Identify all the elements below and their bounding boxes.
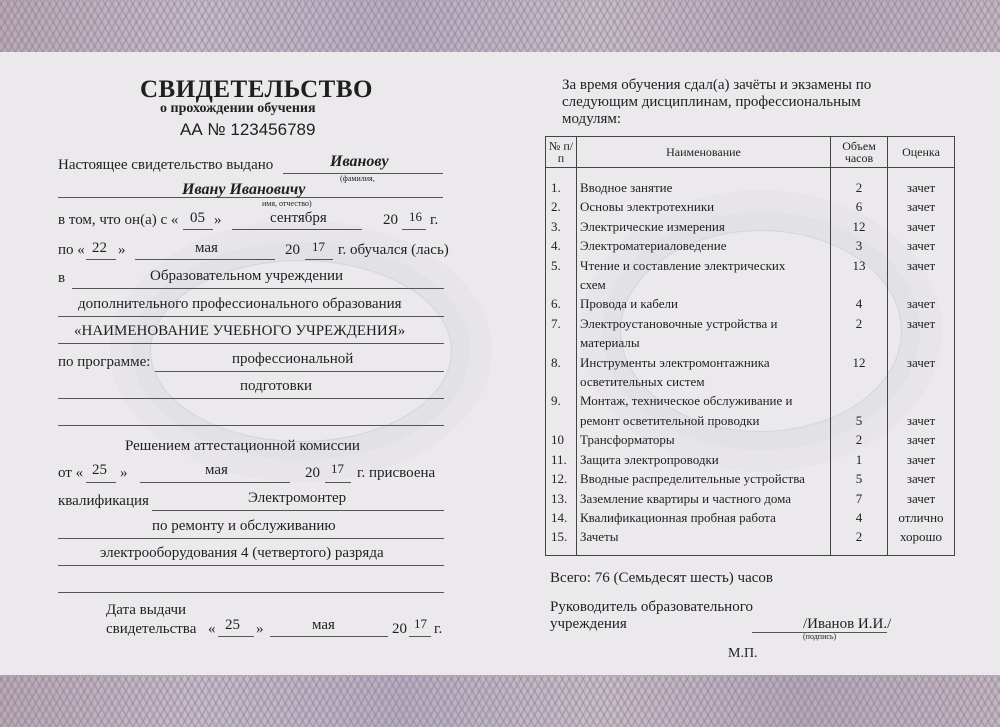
row-number: 11.	[546, 450, 577, 469]
row-hours: 1	[831, 450, 888, 469]
exams-intro-line-3: модулям:	[562, 111, 622, 127]
issue-day-line	[218, 636, 254, 637]
row-name-line: Квалификационная пробная работа	[580, 509, 776, 525]
exams-intro-line-2: следующим дисциплинам, профессиональным	[562, 94, 861, 110]
row-name	[577, 391, 831, 430]
commission-month: мая	[205, 462, 228, 478]
period-from-year: 16	[409, 209, 422, 224]
year-suffix: г.	[430, 212, 439, 228]
row-name-line: Вводное занятие	[580, 180, 673, 195]
program-line-3-rule	[58, 425, 444, 426]
period-to-month: мая	[195, 240, 218, 256]
head-name: /Иванов И.И./	[803, 616, 892, 632]
row-number: 15.	[546, 527, 577, 555]
table-row	[546, 236, 955, 255]
table-row	[546, 217, 955, 236]
row-name-line: Провода и кабели	[580, 296, 678, 312]
row-name-line: Инструменты электромонтажника	[580, 354, 770, 370]
table-row	[546, 450, 955, 469]
header-name: Наименование	[577, 137, 831, 168]
table-row	[546, 294, 955, 313]
from-month-line	[232, 229, 362, 230]
recipient-name: Ивану Ивановичу	[182, 181, 306, 198]
row-hours: 6	[831, 197, 888, 216]
disciplines-table	[545, 136, 955, 556]
period-from-day: 05	[190, 210, 205, 226]
row-name	[577, 236, 831, 255]
row-number: 9.	[546, 391, 577, 430]
commission-from-label: от «	[58, 465, 84, 481]
row-grade: зачет	[888, 469, 955, 488]
institution-line-2-rule	[58, 316, 444, 317]
row-name-line: Зачеты	[580, 529, 619, 545]
row-grade: отлично	[888, 508, 955, 527]
row-name-line: Заземление квартиры и частного дома	[580, 490, 792, 506]
quote-close: »	[214, 212, 222, 228]
row-hours: 2	[831, 430, 888, 449]
row-hours: 13	[831, 256, 888, 295]
institution-line-1-rule	[72, 288, 444, 289]
row-number: 2.	[546, 197, 577, 216]
row-name	[577, 469, 831, 488]
decorative-top-border	[0, 0, 1000, 52]
institution-line-3-rule	[58, 343, 444, 344]
table-row	[546, 469, 955, 488]
institution-line-1: Образовательном учреждении	[150, 268, 344, 284]
row-name-line: Электрические измерения	[580, 218, 725, 234]
row-hours: 3	[831, 236, 888, 255]
name-hint: имя, отчество)	[262, 199, 312, 208]
qualification-line-1-rule	[152, 510, 444, 511]
issue-month-line	[270, 636, 388, 637]
head-label-1: Руководитель образовательного	[550, 599, 753, 615]
row-name-line: Вводные распределительные устройства	[580, 471, 805, 487]
exams-intro-line-1: За время обучения сдал(а) зачёты и экзамены по	[562, 77, 872, 93]
year-prefix: 20	[392, 621, 407, 637]
row-hours: 4	[831, 508, 888, 527]
from-day-line	[183, 229, 213, 230]
program-label: по программе:	[58, 354, 151, 370]
program-line-1-rule	[155, 371, 444, 372]
qualification-label: квалификация	[58, 493, 149, 509]
row-number: 13.	[546, 489, 577, 508]
commission-heading: Решением аттестационной комиссии	[125, 438, 360, 454]
row-number: 14.	[546, 508, 577, 527]
table-row	[546, 508, 955, 527]
row-name-line: Монтаж, техническое обслуживание и	[580, 393, 793, 409]
table-row	[546, 527, 955, 555]
row-hours: 12	[831, 353, 888, 392]
table-row	[546, 197, 955, 216]
row-name	[577, 508, 831, 527]
table-row	[546, 168, 955, 198]
to-month-line	[135, 259, 275, 260]
certificate-number: АА № 123456789	[180, 120, 316, 139]
awarded-label: г. присвоена	[357, 465, 436, 481]
head-label-2: учреждения	[550, 616, 627, 632]
row-name	[577, 527, 831, 555]
row-grade: зачет	[888, 217, 955, 236]
row-grade: зачет	[888, 256, 955, 295]
row-name-line: схем	[580, 277, 606, 293]
period-from-month: сентября	[270, 210, 327, 226]
row-name	[577, 430, 831, 449]
recipient-surname: Иванову	[330, 153, 389, 170]
row-grade: зачет	[888, 197, 955, 216]
disciplines-body	[546, 168, 955, 556]
row-name-line: Основы электротехники	[580, 199, 715, 215]
issue-year: 17	[414, 616, 427, 631]
row-grade: хорошо	[888, 527, 955, 555]
row-hours: 2	[831, 527, 888, 555]
institution-line-3: «НАИМЕНОВАНИЕ УЧЕБНОГО УЧРЕЖДЕНИЯ»	[74, 323, 406, 339]
qualification-line-4-rule	[58, 592, 444, 593]
row-grade: зачет	[888, 430, 955, 449]
row-number: 12.	[546, 469, 577, 488]
commission-day-line	[86, 482, 116, 483]
row-number: 6.	[546, 294, 577, 313]
row-hours: 4	[831, 294, 888, 313]
issue-month: мая	[312, 617, 335, 633]
row-hours: 5	[831, 391, 888, 430]
table-row	[546, 314, 955, 353]
institution-in-label: в	[58, 270, 66, 286]
row-name-line: Чтение и составление электрических	[580, 257, 786, 273]
to-year-line	[305, 259, 333, 260]
row-name	[577, 489, 831, 508]
header-grade: Оценка	[888, 137, 955, 168]
institution-line-2: дополнительного профессионального образования	[78, 296, 402, 312]
row-name	[577, 294, 831, 313]
period-to-day: 22	[92, 240, 107, 256]
row-number: 3.	[546, 217, 577, 236]
year-prefix: 20	[383, 212, 398, 228]
row-name-line: ремонт осветительной проводки	[580, 412, 760, 428]
decorative-bottom-border	[0, 675, 1000, 727]
row-hours: 2	[831, 168, 888, 198]
row-name	[577, 353, 831, 392]
certificate-subtitle: о прохождении обучения	[160, 101, 316, 116]
row-name-line: Трансформаторы	[580, 432, 675, 448]
surname-hint: (фамилия,	[340, 174, 375, 183]
row-name	[577, 197, 831, 216]
row-grade: зачет	[888, 489, 955, 508]
quote-close: »	[118, 242, 126, 258]
row-hours: 2	[831, 314, 888, 353]
issued-label: Настоящее свидетельство выдано	[58, 157, 274, 173]
program-line-2: подготовки	[240, 378, 313, 394]
issue-label-1: Дата выдачи	[106, 602, 187, 618]
row-number: 5.	[546, 256, 577, 295]
row-grade: зачет	[888, 450, 955, 469]
issue-year-line	[409, 636, 431, 637]
row-grade: зачет	[888, 391, 955, 430]
table-row	[546, 391, 955, 430]
row-name-line: осветительных систем	[580, 374, 705, 390]
table-row	[546, 430, 955, 449]
row-grade: зачет	[888, 294, 955, 313]
row-grade: зачет	[888, 314, 955, 353]
row-name	[577, 256, 831, 295]
table-header-row	[546, 137, 955, 168]
year-prefix: 20	[305, 465, 320, 481]
issue-day: 25	[225, 617, 240, 633]
row-number: 7.	[546, 314, 577, 353]
row-name-line: Защита электропроводки	[580, 451, 719, 467]
qualification-line-2: по ремонту и обслуживанию	[152, 518, 336, 534]
commission-day: 25	[92, 462, 107, 478]
program-line-1: профессиональной	[232, 351, 354, 367]
row-number: 1.	[546, 168, 577, 198]
period-from-label: в том, что он(а) с «	[58, 212, 179, 228]
program-line-2-rule	[58, 398, 444, 399]
commission-year: 17	[331, 461, 344, 476]
to-day-line	[86, 259, 116, 260]
quote-close: »	[256, 621, 264, 637]
row-name-line: Электроматериаловедение	[580, 238, 727, 254]
row-name	[577, 168, 831, 198]
table-row	[546, 256, 955, 295]
row-grade: зачет	[888, 168, 955, 198]
row-name-line: Электроустановочные устройства и	[580, 315, 778, 331]
row-name	[577, 217, 831, 236]
total-hours: Всего: 76 (Семьдесят шесть) часов	[550, 570, 773, 586]
qualification-line-3-rule	[58, 565, 444, 566]
row-hours: 12	[831, 217, 888, 236]
row-hours: 7	[831, 489, 888, 508]
row-grade: зачет	[888, 236, 955, 255]
year-prefix: 20	[285, 242, 300, 258]
row-hours: 5	[831, 469, 888, 488]
period-to-label: по «	[58, 242, 85, 258]
qualification-line-1: Электромонтер	[248, 490, 347, 506]
signature-hint: (подпись)	[803, 632, 837, 641]
row-name	[577, 314, 831, 353]
qualification-line-3: электрооборудования 4 (четвертого) разряда	[100, 545, 384, 561]
issue-open-quote: «	[208, 621, 216, 637]
qualification-line-2-rule	[58, 538, 444, 539]
row-number: 4.	[546, 236, 577, 255]
quote-close: »	[120, 465, 128, 481]
certificate-title: СВИДЕТЕЛЬСТВО	[140, 76, 373, 103]
commission-year-line	[325, 482, 351, 483]
header-hours: Объем часов	[831, 137, 888, 168]
year-suffix: г.	[434, 621, 443, 637]
header-num: № п/п	[546, 137, 577, 168]
row-number: 8.	[546, 353, 577, 392]
row-grade: зачет	[888, 353, 955, 392]
period-to-year: 17	[312, 239, 325, 254]
table-row	[546, 353, 955, 392]
row-name	[577, 450, 831, 469]
from-year-line	[402, 229, 426, 230]
commission-month-line	[140, 482, 290, 483]
row-name-line: материалы	[580, 335, 640, 351]
table-row	[546, 489, 955, 508]
studied-label: г. обучался (лась)	[338, 242, 449, 258]
issue-label-2: свидетельства	[106, 621, 197, 637]
stamp-place: М.П.	[728, 646, 758, 661]
row-number: 10	[546, 430, 577, 449]
